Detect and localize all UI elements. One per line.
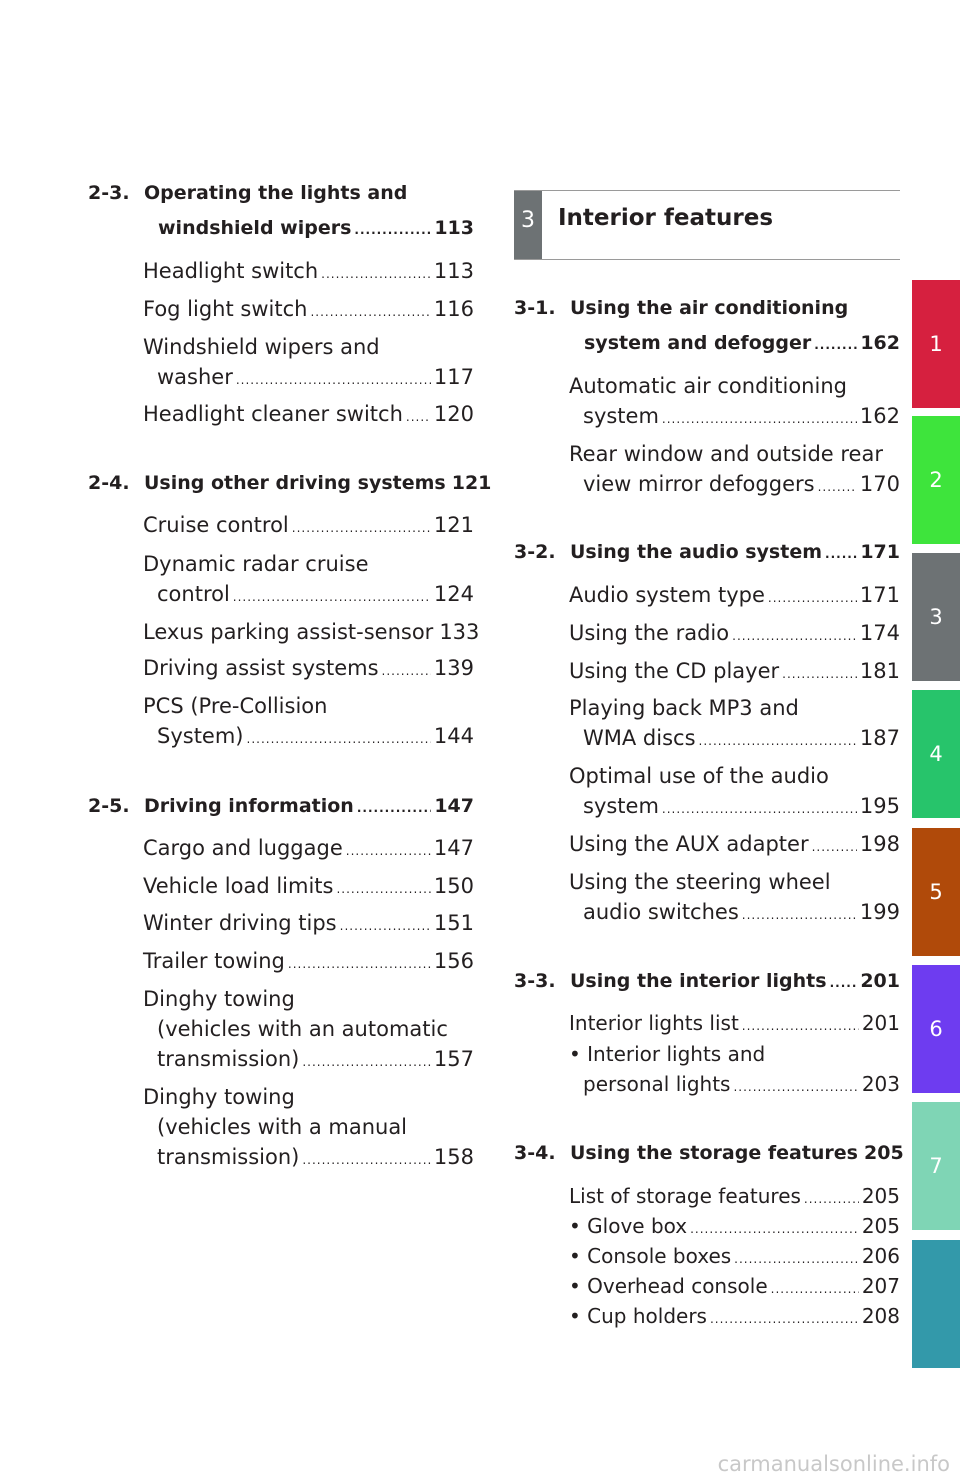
chapter-number: 3 [514, 191, 542, 259]
toc-page-number: 151 [433, 911, 474, 935]
chapter-tab[interactable] [912, 1240, 960, 1368]
toc-entry-text: Headlight cleaner switch [143, 402, 403, 426]
toc-page-number: 205 [861, 1184, 900, 1208]
toc-entry-text: view mirror defoggers [583, 472, 815, 496]
toc-page-number: 147 [433, 836, 474, 860]
dot-leader [662, 794, 857, 824]
toc-entry-text: audio switches [583, 900, 739, 924]
toc-page-number: 187 [859, 726, 900, 750]
dot-leader [830, 966, 858, 1001]
toc-entry-text: Headlight switch [143, 259, 319, 283]
chapter-tab[interactable] [912, 416, 960, 544]
dot-leader [699, 726, 857, 756]
chapter-tab[interactable] [912, 690, 960, 818]
toc-page-number: 156 [433, 949, 474, 973]
toc-page-number: 201 [861, 1011, 900, 1035]
section-title: Using the storage features [570, 1142, 858, 1164]
section-title: Using the interior lights [570, 970, 827, 992]
toc-entry-text: Using the steering wheel [569, 870, 831, 894]
toc-entry-text: Windshield wipers and [143, 335, 380, 359]
toc-entry-text: Using the AUX adapter [569, 832, 809, 856]
toc-page-number: 205 [861, 1214, 900, 1238]
toc-entry-text: Dinghy towing [143, 987, 295, 1011]
toc-entry-text: • Overhead console [569, 1274, 768, 1298]
toc-entry-text: Driving assist systems [143, 656, 379, 680]
toc-page-number: 199 [859, 900, 900, 924]
section-page-number: 113 [434, 217, 474, 239]
dot-leader [302, 1145, 431, 1175]
chapter-header [514, 190, 900, 260]
toc-entry-text: System) [157, 724, 244, 748]
toc-page-number: 116 [433, 297, 474, 321]
dot-leader [771, 1274, 859, 1304]
section-number: 3-3. [514, 970, 556, 992]
dot-leader [782, 659, 857, 689]
toc-page-number: 174 [859, 621, 900, 645]
section-page-number: 121 [451, 472, 492, 494]
toc-entry[interactable] [569, 1241, 900, 1274]
toc-entry-text: Fog light switch [143, 297, 308, 321]
toc-entry-text: transmission) [157, 1047, 300, 1071]
toc-entry-text: Using the radio [569, 621, 730, 645]
toc-entry[interactable] [143, 984, 474, 1077]
toc-entry[interactable] [143, 946, 474, 979]
toc-entry-text: • Console boxes [569, 1244, 732, 1268]
dot-leader [733, 1072, 858, 1102]
dot-leader [233, 582, 431, 612]
section-number: 3-1. [514, 297, 556, 319]
toc-entry-text: Automatic air conditioning [569, 374, 847, 398]
dot-leader [292, 513, 431, 543]
toc-entry[interactable] [569, 693, 900, 756]
watermark: carmanualsonline.info [717, 1452, 950, 1476]
toc-page-number: 117 [433, 365, 474, 389]
section-page-number: 201 [860, 970, 900, 992]
toc-entry-text: Cruise control [143, 513, 289, 537]
section-number: 2-4. [88, 472, 130, 494]
toc-page-number: 150 [433, 874, 474, 898]
section-number: 2-5. [88, 795, 130, 817]
toc-entry-text: Dinghy towing [143, 1085, 295, 1109]
dot-leader [346, 836, 431, 866]
toc-page-number: 195 [859, 794, 900, 818]
toc-entry-text: • Interior lights and [569, 1042, 766, 1066]
toc-entry[interactable] [569, 829, 900, 862]
toc-page-number: 206 [861, 1244, 900, 1268]
dot-leader [310, 297, 430, 327]
toc-entry[interactable] [143, 510, 474, 543]
toc-entry-text: Rear window and outside rear [569, 442, 883, 466]
dot-leader [382, 656, 431, 686]
toc-entry[interactable] [143, 1082, 474, 1175]
toc-entry[interactable] [569, 867, 900, 930]
toc-page-number: 139 [433, 656, 474, 680]
toc-entry[interactable] [569, 618, 900, 651]
chapter-title: Interior features [558, 205, 774, 231]
toc-entry-text: Audio system type [569, 583, 765, 607]
toc-page-number: 120 [433, 402, 474, 426]
section-number: 3-2. [514, 541, 556, 563]
toc-entry-text: system [583, 404, 659, 428]
dot-leader [236, 365, 431, 395]
dot-leader [357, 791, 432, 826]
toc-entry-text: List of storage features [569, 1184, 801, 1208]
chapter-tab-label: 1 [929, 332, 943, 356]
toc-entry-text: Vehicle load limits [143, 874, 334, 898]
dot-leader [288, 949, 431, 979]
toc-entry-text: Using the CD player [569, 659, 780, 683]
toc-entry[interactable] [569, 1301, 900, 1334]
dot-leader [406, 402, 431, 432]
chapter-tab[interactable] [912, 553, 960, 681]
dot-leader [340, 911, 431, 941]
dot-leader [321, 259, 431, 289]
dot-leader [804, 1184, 859, 1214]
toc-entry-text: transmission) [157, 1145, 300, 1169]
section-title: Using the air conditioning [570, 297, 849, 319]
toc-entry-text: • Glove box [569, 1214, 688, 1238]
section-title: Driving information [144, 795, 354, 817]
dot-leader [247, 724, 431, 754]
toc-entry-text: washer [157, 365, 233, 389]
toc-entry-text: Dynamic radar cruise [143, 552, 369, 576]
toc-entry[interactable] [143, 399, 474, 432]
toc-entry[interactable] [143, 549, 474, 612]
toc-page-number: 113 [433, 259, 474, 283]
toc-entry-text: Lexus parking assist-sensor [143, 620, 434, 644]
toc-entry[interactable] [143, 256, 474, 289]
dot-leader [690, 1214, 859, 1244]
toc-entry[interactable] [569, 1181, 900, 1214]
toc-entry-text: Interior lights list [569, 1011, 739, 1035]
dot-leader [742, 1011, 859, 1041]
toc-entry-text: Winter driving tips [143, 911, 337, 935]
section-page-number: 171 [860, 541, 900, 563]
toc-page-number: 181 [859, 659, 900, 683]
toc-page-number: 158 [433, 1145, 474, 1169]
dot-leader [710, 1304, 859, 1334]
toc-entry-text: WMA discs [583, 726, 696, 750]
toc-entry-text: Playing back MP3 and [569, 696, 799, 720]
toc-entry-text: PCS (Pre-Collision [143, 694, 328, 718]
section-number: 3-4. [514, 1142, 556, 1164]
toc-entry[interactable] [143, 617, 480, 650]
toc-entry[interactable] [143, 294, 474, 327]
section-page-number: 205 [864, 1142, 904, 1164]
toc-entry[interactable] [569, 1008, 900, 1041]
dot-leader [336, 874, 430, 904]
dot-leader [734, 1244, 859, 1274]
toc-page-number: 133 [439, 620, 480, 644]
section-page-number: 147 [434, 795, 474, 817]
chapter-tab-label: 4 [929, 742, 943, 766]
section-title: Using the audio system [570, 541, 823, 563]
toc-page-number: 121 [433, 513, 474, 537]
toc-entry-text: Optimal use of the audio [569, 764, 829, 788]
chapter-tab-label: 6 [929, 1017, 943, 1041]
dot-leader [302, 1047, 431, 1077]
toc-entry[interactable] [569, 656, 900, 689]
dot-leader [662, 404, 857, 434]
chapter-tab[interactable] [912, 1102, 960, 1230]
toc-entry-text: control [157, 582, 230, 606]
chapter-tab[interactable] [912, 280, 960, 408]
toc-page-number: 203 [861, 1072, 900, 1096]
section-title-continued: system and defogger [584, 332, 812, 354]
chapter-tab-label: 3 [929, 605, 943, 629]
toc-entry-text: (vehicles with a manual [157, 1115, 408, 1139]
toc-entry[interactable] [569, 371, 900, 434]
toc-page-number: 207 [861, 1274, 900, 1298]
dot-leader [354, 213, 431, 248]
chapter-tab[interactable] [912, 965, 960, 1093]
toc-entry-text: Cargo and luggage [143, 836, 343, 860]
toc-entry[interactable] [143, 332, 474, 395]
dot-leader [732, 621, 857, 651]
section-number: 2-3. [88, 182, 130, 204]
dot-leader [825, 537, 857, 572]
toc-entry[interactable] [143, 653, 474, 686]
section-page-number: 162 [860, 332, 900, 354]
chapter-tab[interactable] [912, 828, 960, 956]
toc-entry[interactable] [143, 833, 474, 866]
section-title-continued: windshield wipers [158, 217, 352, 239]
toc-entry[interactable] [569, 1211, 900, 1244]
toc-page-number: 162 [859, 404, 900, 428]
chapter-tab-label: 7 [929, 1154, 943, 1178]
toc-entry[interactable] [569, 761, 900, 824]
toc-page-number: 124 [433, 582, 474, 606]
toc-entry[interactable] [569, 1039, 900, 1102]
section-title: Using other driving systems [144, 472, 446, 494]
dot-leader [768, 583, 857, 613]
dot-leader [818, 472, 857, 502]
chapter-tab-label: 2 [929, 468, 943, 492]
toc-page-number: 157 [433, 1047, 474, 1071]
toc-entry-text: Trailer towing [143, 949, 285, 973]
toc-entry-text: • Cup holders [569, 1304, 707, 1328]
dot-leader [742, 900, 857, 930]
toc-entry[interactable] [569, 439, 900, 502]
dot-leader [814, 328, 857, 363]
toc-entry-text: (vehicles with an automatic [157, 1017, 448, 1041]
toc-entry[interactable] [569, 1271, 900, 1304]
toc-page-number: 198 [859, 832, 900, 856]
toc-entry-text: system [583, 794, 659, 818]
toc-entry-text: personal lights [583, 1072, 731, 1096]
toc-page-number: 208 [861, 1304, 900, 1328]
toc-entry[interactable] [569, 580, 900, 613]
toc-entry[interactable] [143, 908, 474, 941]
chapter-tab-label: 5 [929, 880, 943, 904]
section-title: Operating the lights and [144, 182, 408, 204]
toc-entry[interactable] [143, 871, 474, 904]
toc-entry[interactable] [143, 691, 474, 754]
toc-page-number: 171 [859, 583, 900, 607]
toc-page-number: 144 [433, 724, 474, 748]
toc-page-number: 170 [859, 472, 900, 496]
dot-leader [812, 832, 857, 862]
